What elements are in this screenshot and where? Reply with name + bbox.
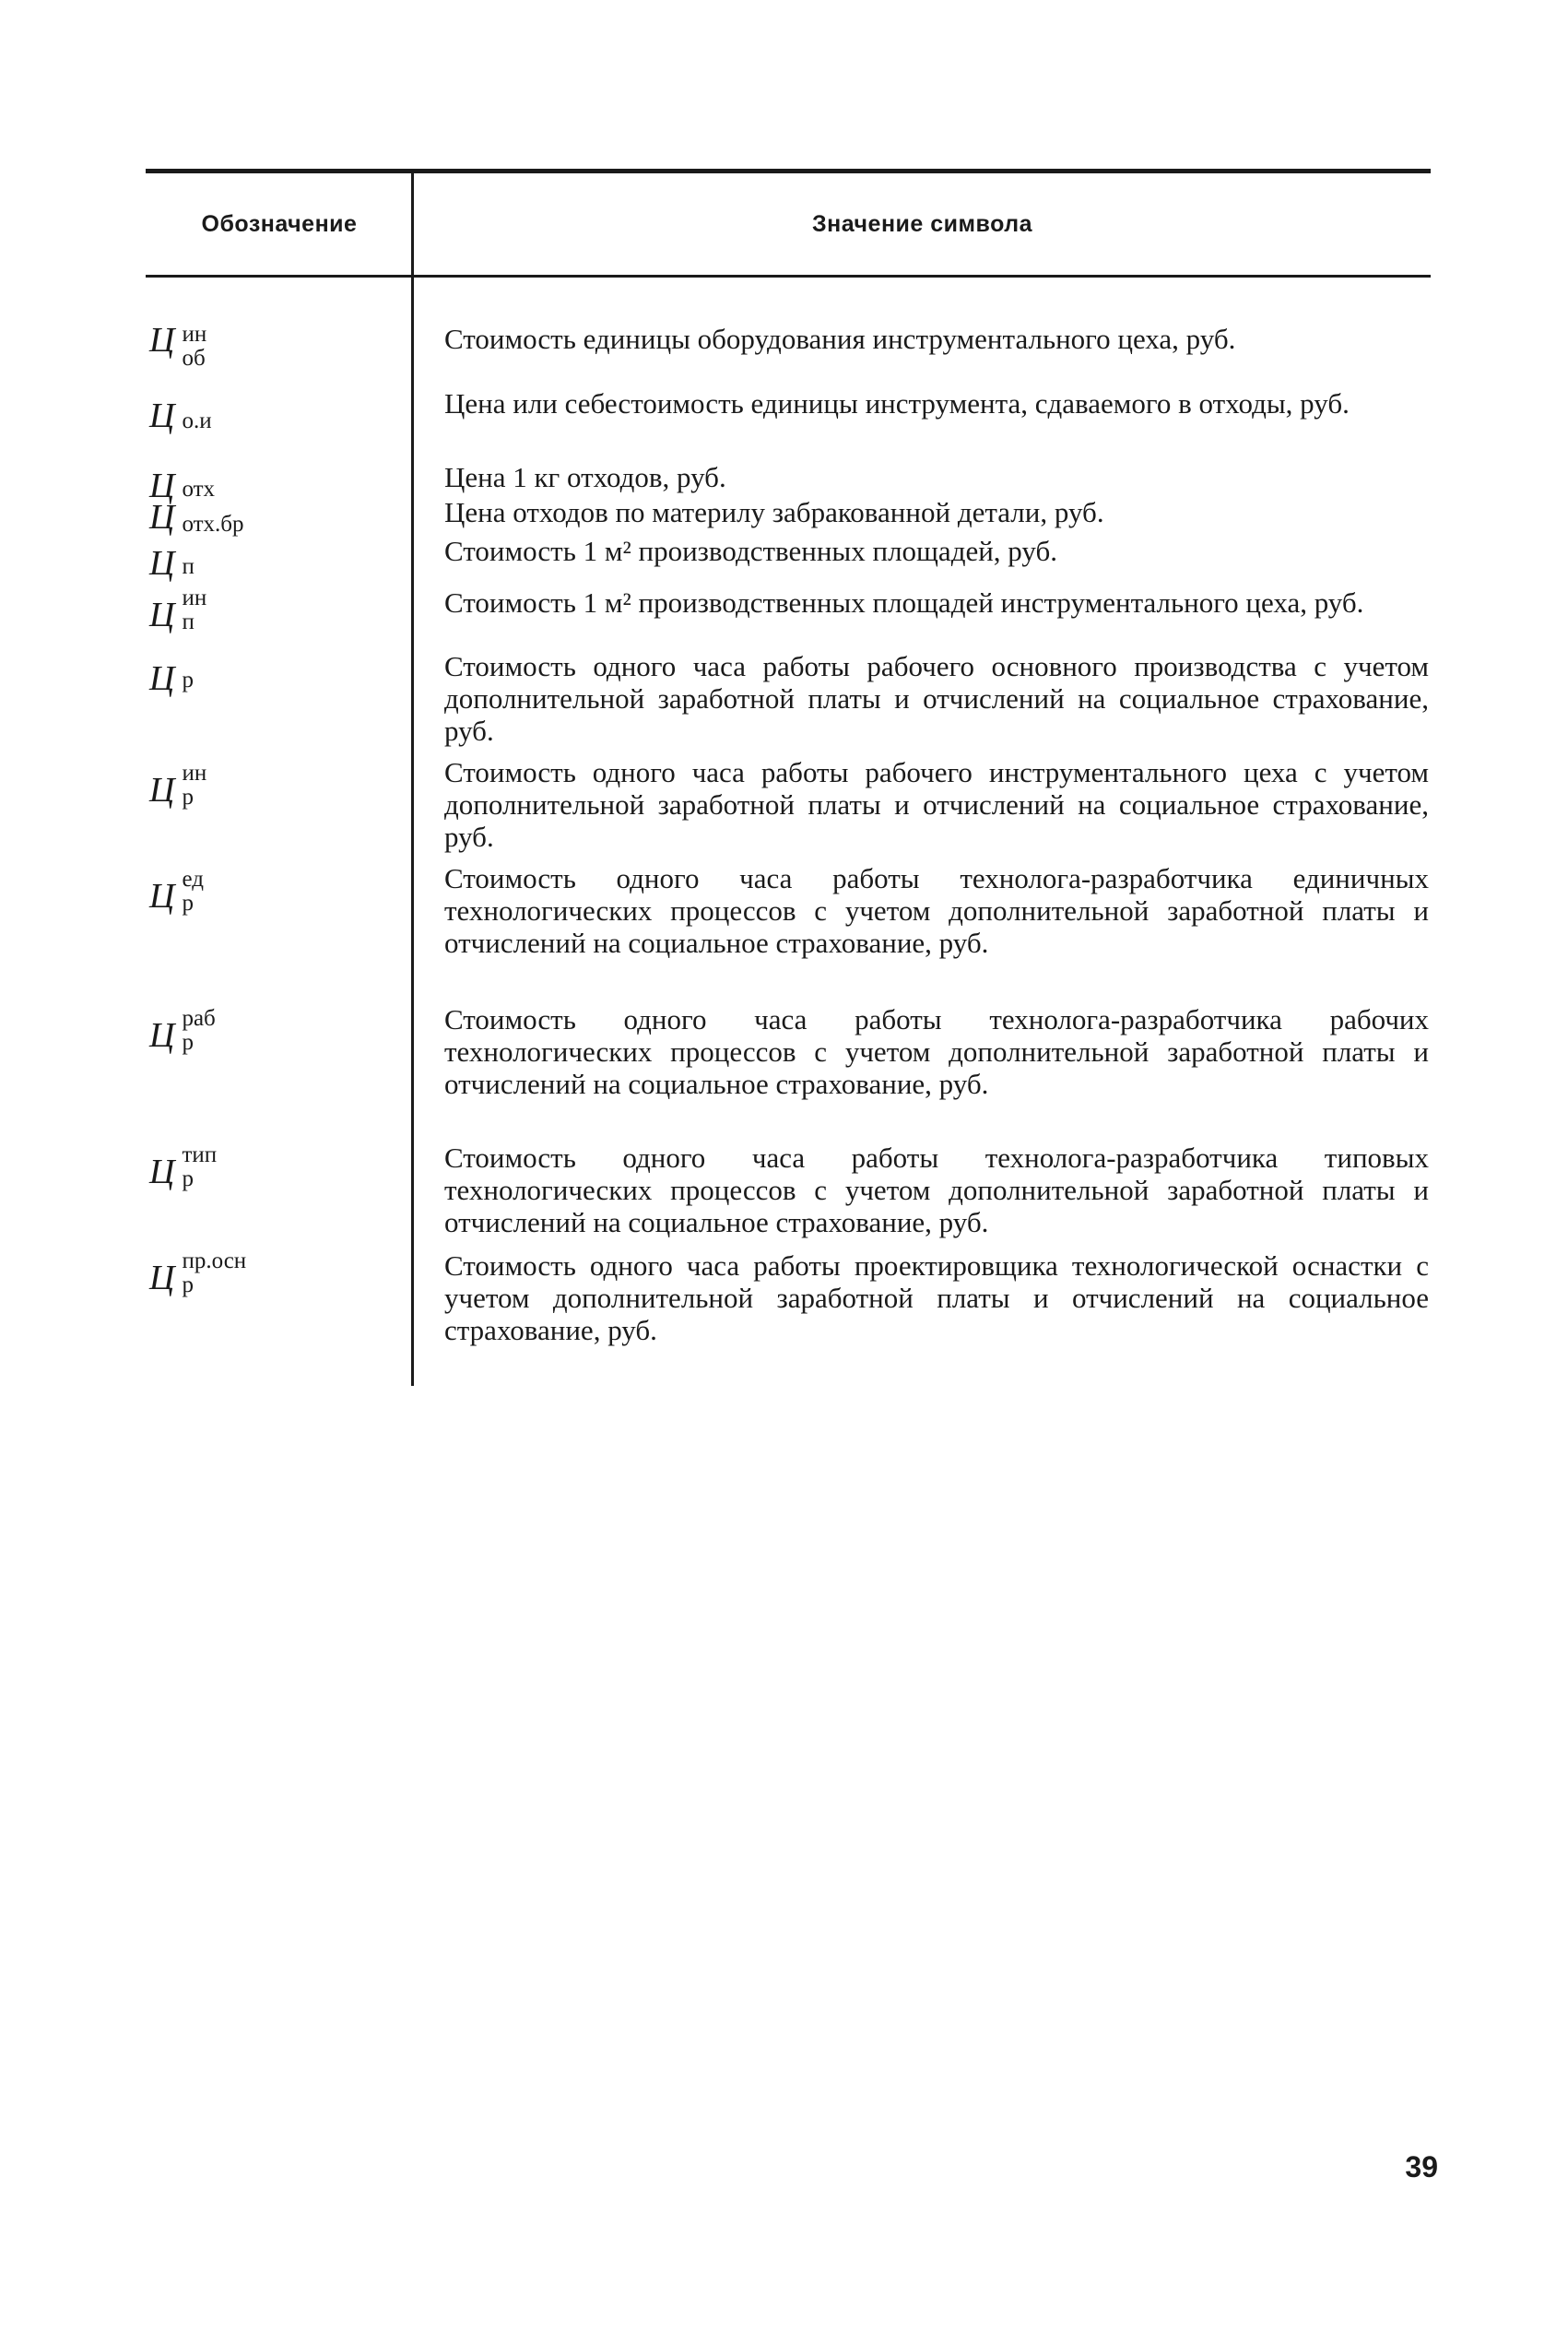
header-meaning: Значение символа <box>811 210 1033 237</box>
symbol-cell <box>149 762 407 810</box>
symbol-cell <box>149 546 407 581</box>
page-number: 39 <box>1405 2150 1438 2183</box>
symbol-base: Ц <box>149 596 175 634</box>
symbol-sub: отх <box>182 477 216 502</box>
symbol-base: Ц <box>149 467 175 505</box>
symbol-sup: ин <box>182 586 207 610</box>
symbol-base: Ц <box>149 1153 175 1191</box>
symbol-base: Ц <box>149 771 175 810</box>
symbol-cell <box>149 1007 407 1055</box>
symbol-cell <box>149 323 407 371</box>
symbol-sub: р <box>182 891 194 916</box>
symbol-cell <box>149 1143 407 1191</box>
meaning-cell: Стоимость одного часа работы проектировщика технологической оснастки с учетом дополнительной заработной платы и отчислений на социальное страхование, руб. <box>444 1249 1429 1346</box>
symbol-sub: об <box>182 346 206 371</box>
symbol-base: Ц <box>149 396 175 435</box>
symbol-sup: ин <box>182 761 207 786</box>
symbol-sup: тип <box>182 1142 218 1167</box>
meaning-cell: Стоимость единицы оборудования инструментального цеха, руб. <box>444 323 1236 355</box>
symbol-sub: р <box>182 668 194 692</box>
symbol-sup: ед <box>182 867 204 892</box>
symbol-sub: отх.бр <box>182 512 244 537</box>
header-symbol: Обозначение <box>201 210 358 237</box>
meaning-cell: Стоимость одного часа работы технолога-разработчика типовых технологических процессов с учетом дополнительной заработной платы и отчислений на социальное страхование, руб. <box>444 1142 1429 1238</box>
symbol-cell <box>149 398 407 433</box>
meaning-cell: Стоимость одного часа работы рабочего основного производства с учетом дополнительной заработной платы и отчислений на социальное страхование, руб. <box>444 650 1429 747</box>
symbol-sup: ин <box>182 322 207 347</box>
symbol-sub: р <box>182 1166 194 1191</box>
meaning-cell: Стоимость одного часа работы рабочего инструментального цеха с учетом дополнительной заработной платы и отчислений на социальное страхование, руб. <box>444 756 1429 853</box>
meaning-cell: Цена 1 кг отходов, руб. <box>444 461 726 493</box>
meaning-cell: Цена отходов по материлу забракованной детали, руб. <box>444 496 1104 528</box>
symbol-base: Ц <box>149 498 175 537</box>
symbol-cell <box>149 500 407 537</box>
symbol-base: Ц <box>149 321 175 360</box>
meaning-cell: Стоимость 1 м² производственных площадей, руб. <box>444 535 1058 567</box>
meaning-cell: Стоимость одного часа работы технолога-разработчика рабочих технологических процессов с учетом дополнительной заработной платы и отчислений на социальное страхование, руб. <box>444 1003 1429 1100</box>
symbol-sub: р <box>182 785 194 810</box>
symbol-sub: р <box>182 1272 194 1297</box>
symbol-cell <box>149 468 407 503</box>
meaning-cell: Стоимость одного часа работы технолога-разработчика единичных технологических процессов с учетом дополнительной заработной платы и отчислений на социальное страхование, руб. <box>444 862 1429 959</box>
meaning-cell: Стоимость 1 м² производственных площадей инструментального цеха, руб. <box>444 586 1364 619</box>
symbol-sub: о.и <box>182 408 212 433</box>
symbol-sub: р <box>182 1030 194 1055</box>
symbol-cell <box>149 868 407 916</box>
meaning-cell: Цена или себестоимость единицы инструмента, сдаваемого в отходы, руб. <box>444 387 1350 420</box>
symbol-sub: п <box>182 554 195 579</box>
symbol-base: Ц <box>149 877 175 916</box>
symbol-cell <box>149 586 407 634</box>
table-header-rule <box>146 275 1431 278</box>
symbol-base: Ц <box>149 1016 175 1055</box>
table-column-divider <box>411 173 414 1386</box>
symbol-base: Ц <box>149 659 175 698</box>
symbol-sup: раб <box>182 1006 216 1031</box>
symbol-sub: п <box>182 609 195 634</box>
symbol-base: Ц <box>149 1259 175 1297</box>
symbol-base: Ц <box>149 544 175 583</box>
symbol-cell <box>149 1249 407 1297</box>
symbol-cell <box>149 661 407 696</box>
symbol-sup: пр.осн <box>182 1248 247 1273</box>
